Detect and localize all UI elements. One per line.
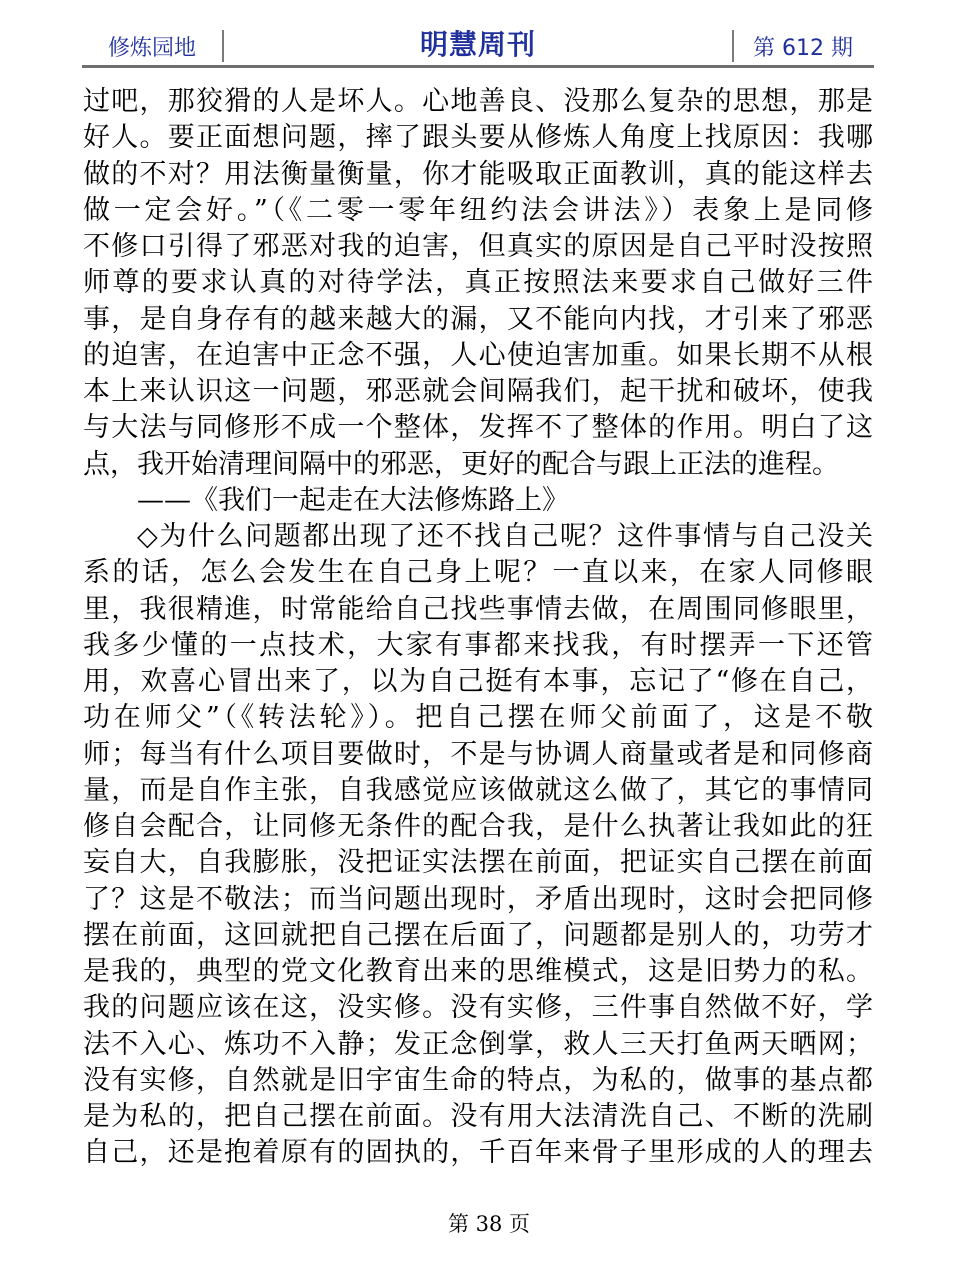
header-divider-left <box>222 30 224 62</box>
article-body <box>83 84 873 1172</box>
publication-title: 明慧周刊 <box>419 28 536 61</box>
text-line: 是为私的，把自己摆在前面。没有用大法清洗自己、不断的洗刷 <box>83 1101 873 1132</box>
source-citation: ——《我们一起走在大法修炼路上》 <box>137 484 569 516</box>
text-line: 与大法与同修形不成一个整体，发挥不了整体的作用。明白了这 <box>83 412 873 444</box>
text-line: 做的不对？用法衡量衡量，你才能吸取正面教训，真的能这样去 <box>83 158 873 190</box>
page-number: 第 38 页 <box>447 1212 531 1236</box>
text-line: 过吧，那狡猾的人是坏人。心地善良、没那么复杂的思想，那是 <box>83 86 873 117</box>
text-line: 好人。要正面想问题，摔了跟头要从修炼人角度上找原因：我哪 <box>83 122 873 154</box>
text-line: 法不入心、炼功不入静；发正念倒掌，救人三天打鱼两天晒网； <box>83 1028 873 1060</box>
text-line: 点，我开始清理间隔中的邪恶，更好的配合与跟上正法的進程。 <box>83 448 839 480</box>
text-line: 了？这是不敬法；而当问题出现时，矛盾出现时，这时会把同修 <box>83 883 873 915</box>
text-line: 师；每当有什么项目要做时，不是与协调人商量或者是和同修商 <box>83 738 873 770</box>
text-line: 没有实修，自然就是旧宇宙生命的特点，为私的，做事的基点都 <box>83 1064 873 1096</box>
text-line: 摆在前面，这回就把自己摆在后面了，问题都是别人的，功劳才 <box>83 919 873 951</box>
text-line: ◇为什么问题都出现了还不找自己呢？这件事情与自己没关 <box>137 521 873 552</box>
page-header <box>82 26 874 68</box>
section-name: 修炼园地 <box>107 35 196 61</box>
text-line: 自己，还是抱着原有的固执的，千百年来骨子里形成的人的理去 <box>83 1137 873 1169</box>
text-line: 妄自大，自我膨胀，没把证实法摆在前面，把证实自己摆在前面 <box>83 847 873 879</box>
text-line: 不修口引得了邪恶对我的迫害，但真实的原因是自己平时没按照 <box>83 231 873 262</box>
text-line: 里，我很精進，时常能给自己找些事情去做，在周围同修眼里， <box>83 593 873 625</box>
text-line: 我的问题应该在这，没实修。没有实修，三件事自然做不好，学 <box>83 992 873 1024</box>
text-line: 系的话，怎么会发生在自己身上呢？一直以来，在家人同修眼 <box>83 557 873 589</box>
text-line: 用，欢喜心冒出来了，以为自己挺有本事，忘记了“修在自己， <box>83 666 873 697</box>
text-line: 事，是自身存有的越来越大的漏，又不能向内找，才引来了邪恶 <box>83 303 873 335</box>
text-line: 本上来认识这一问题，邪恶就会间隔我们，起干扰和破坏，使我 <box>83 376 873 407</box>
text-line: 的迫害，在迫害中正念不强，人心使迫害加重。如果长期不从根 <box>83 339 873 371</box>
text-line: 师尊的要求认真的对待学法，真正按照法来要求自己做好三件 <box>83 267 873 299</box>
text-line: 我多少懂的一点技术，大家有事都来找我，有时摆弄一下还管 <box>83 629 873 661</box>
text-line: 是我的，典型的党文化教育出来的思维模式，这是旧势力的私。 <box>83 956 873 987</box>
text-line: 修自会配合，让同修无条件的配合我，是什么执著让我如此的狂 <box>83 811 873 842</box>
text-line: 功在师父”（《转法轮》）。把自己摆在师父前面了，这是不敬 <box>83 702 873 734</box>
text-line: 量，而是自作主张，自我感觉应该做就这么做了，其它的事情同 <box>83 774 873 806</box>
header-rule <box>82 65 874 68</box>
issue-number: 第 612 期 <box>753 35 853 61</box>
text-line: 做一定会好。”（《二零一零年纽约法会讲法》）表象上是同修 <box>83 194 873 226</box>
